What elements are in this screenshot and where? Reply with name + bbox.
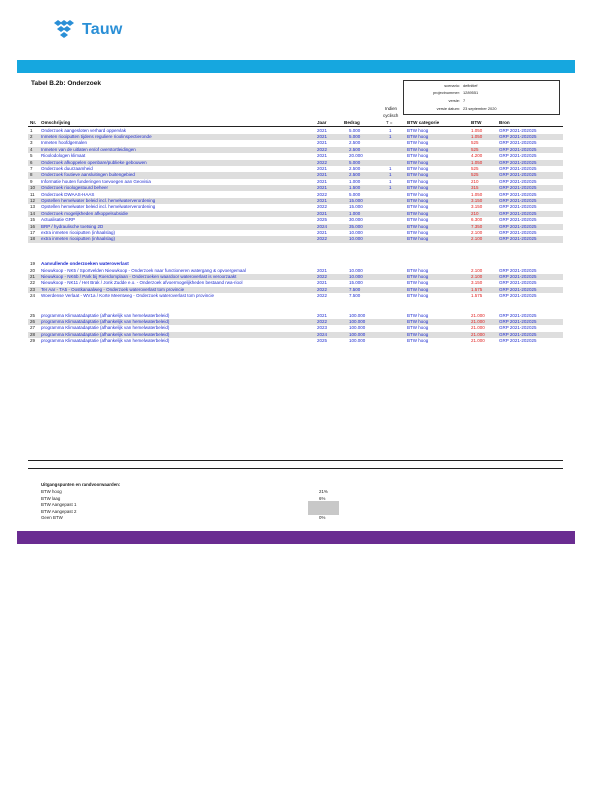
row-omschrijving: Nieuwkoop - NK6b / Park bij Roerdomplaan - Onderzoeken waardoor wateroverlast is veroorzaakt	[41, 273, 237, 279]
assumption-row	[41, 496, 341, 502]
row-bedrag: 15.000	[349, 204, 363, 210]
row-jaar: 2021	[317, 197, 328, 203]
document-info-box	[403, 80, 560, 115]
row-nr: 27	[30, 325, 36, 331]
footer-divider	[28, 460, 563, 461]
info-value: 1289551	[463, 90, 479, 95]
row-btw-categorie: BTW hoog	[407, 197, 429, 203]
row-nr: 20	[30, 267, 36, 273]
row-jaar: 2021	[317, 133, 328, 139]
row-btw: 525	[471, 140, 479, 146]
row-bron: GRP 2021-202025	[499, 338, 537, 344]
row-cyclisch: 1	[389, 127, 392, 133]
row-btw-categorie: BTW hoog	[407, 133, 429, 139]
row-omschrijving: Opstellen hemelwater beleid incl. hemelwaterverordening	[41, 204, 156, 210]
row-bedrag: 5.000	[349, 127, 361, 133]
row-btw: 210	[471, 210, 479, 216]
row-omschrijving: programma Klimaatadaptatie (afhankelijk van hemelwaterbeleid)	[41, 331, 170, 337]
info-label: projectnummer:	[432, 90, 460, 95]
row-nr: 5	[30, 153, 33, 159]
row-nr: 25	[30, 312, 36, 318]
row-bron: GRP 2021-202025	[499, 159, 537, 165]
header-jaar: Jaar	[317, 120, 327, 125]
row-nr: 24	[30, 293, 36, 299]
assumption-row	[41, 489, 341, 495]
row-bron: GRP 2021-202025	[499, 204, 537, 210]
row-btw: 21.000	[471, 331, 485, 337]
assumption-value: 0%	[319, 515, 326, 520]
row-btw-categorie: BTW hoog	[407, 280, 429, 286]
tauw-logo	[52, 20, 123, 40]
row-btw: 2.100	[471, 267, 483, 273]
assumption-row	[41, 502, 341, 508]
row-bron: GRP 2021-202025	[499, 133, 537, 139]
page-title: Tabel B.2b: Onderzoek	[31, 80, 101, 87]
row-bedrag: 2.500	[349, 165, 361, 171]
header-cyclisch-top: Indien	[385, 106, 397, 111]
row-omschrijving: Nieuwkoop - NK5 / Sportvelden Nieuwkoop - Onderzoek naar functioneren watergang & opvoergemaal	[41, 267, 246, 273]
assumption-row	[41, 515, 341, 521]
row-jaar: 2022	[317, 146, 328, 152]
row-nr: 4	[30, 146, 33, 152]
row-bron: GRP 2021-202025	[499, 178, 537, 184]
row-nr: 11	[30, 191, 35, 197]
row-bedrag: 20.000	[349, 153, 363, 159]
row-btw: 2.100	[471, 229, 483, 235]
row-btw: 2.100	[471, 236, 483, 242]
row-nr: 3	[30, 140, 33, 146]
row-bron: GRP 2021-202025	[499, 318, 537, 324]
row-nr: 16	[30, 223, 36, 229]
row-btw: 6.300	[471, 217, 483, 223]
row-jaar: 2021	[317, 229, 328, 235]
row-nr: 13	[30, 204, 36, 210]
row-btw-categorie: BTW hoog	[407, 159, 429, 165]
row-omschrijving: Inmeten van de uitlaten en/of overstortleidingen	[41, 146, 136, 152]
row-bedrag: 100.000	[349, 318, 366, 324]
row-btw-categorie: BTW hoog	[407, 273, 429, 279]
row-btw-categorie: BTW hoog	[407, 172, 429, 178]
assumption-label: BTW laag	[41, 495, 61, 501]
row-jaar: 2021	[317, 267, 328, 273]
info-row	[404, 90, 559, 96]
row-bron: GRP 2021-202025	[499, 185, 537, 191]
row-nr: 1	[30, 127, 33, 133]
header-bron: Bron	[499, 120, 510, 125]
row-jaar: 2021	[317, 178, 328, 184]
bottom-color-bar	[17, 531, 575, 544]
row-bedrag: 1.000	[349, 178, 361, 184]
row-omschrijving: programma Klimaatadaptatie (afhankelijk van hemelwaterbeleid)	[41, 318, 170, 324]
row-jaar: 2021	[317, 312, 328, 318]
row-bedrag: 10.000	[349, 229, 363, 235]
row-bedrag: 10.000	[349, 273, 363, 279]
row-btw: 1.050	[471, 133, 483, 139]
assumptions-title: Uitgangspunten en randvoorwaarden:	[41, 482, 121, 487]
row-omschrijving: extra inmeten riooiputten (inhaalslag)	[41, 236, 116, 242]
row-omschrijving: Onderzoek aangesloten verhard oppervlak	[41, 127, 127, 133]
row-nr: 10	[30, 185, 36, 191]
row-btw-categorie: BTW hoog	[407, 325, 429, 331]
row-bron: GRP 2021-202025	[499, 217, 537, 223]
row-omschrijving: programma Klimaatadaptatie (afhankelijk van hemelwaterbeleid)	[41, 312, 170, 318]
row-jaar: 2022	[317, 293, 328, 299]
header-btw-categorie: BTW categorie	[407, 120, 440, 125]
assumption-label: BTW Aangepast 2	[41, 508, 77, 514]
row-jaar: 2022	[317, 236, 328, 242]
row-bedrag: 5.000	[349, 133, 361, 139]
row-btw-categorie: BTW hoog	[407, 312, 429, 318]
row-btw-categorie: BTW hoog	[407, 127, 429, 133]
row-btw: 2.100	[471, 273, 483, 279]
row-nr: 26	[30, 318, 36, 324]
row-bron: GRP 2021-202025	[499, 325, 537, 331]
row-btw: 21.000	[471, 312, 485, 318]
row-jaar: 2024	[317, 223, 328, 229]
row-jaar: 2022	[317, 204, 328, 210]
input-placeholder-box	[308, 501, 339, 515]
assumption-label: Geen BTW	[41, 515, 63, 520]
info-value: 7	[463, 98, 466, 103]
info-row	[404, 83, 559, 89]
row-bedrag: 5.000	[349, 191, 361, 197]
row-cyclisch: 1	[389, 133, 392, 139]
row-jaar: 2022	[317, 318, 328, 324]
row-btw-categorie: BTW hoog	[407, 331, 429, 337]
section-nr: 19	[30, 261, 36, 266]
row-bedrag: 2.500	[349, 172, 361, 178]
info-label: versie:	[448, 98, 460, 103]
row-nr: 12	[30, 197, 36, 203]
row-omschrijving: BRP / hydraulische toetsing 2D	[41, 223, 104, 229]
row-nr: 29	[30, 338, 36, 344]
row-omschrijving: Opstellen hemelwater beleid incl. hemelwaterverordening	[41, 197, 156, 203]
row-btw-categorie: BTW hoog	[407, 217, 429, 223]
row-bedrag: 2.500	[349, 140, 361, 146]
top-color-bar	[17, 60, 575, 73]
row-bedrag: 30.000	[349, 217, 363, 223]
info-label: versie datum:	[436, 106, 460, 111]
row-btw: 1.050	[471, 159, 483, 165]
row-bron: GRP 2021-202025	[499, 312, 537, 318]
row-omschrijving: Onderzoek foutieve aansluitingen buitengebied	[41, 172, 135, 178]
row-jaar: 2021	[317, 140, 328, 146]
row-omschrijving: Onderzoek DWAAS-HAAS	[41, 191, 95, 197]
row-btw-categorie: BTW hoog	[407, 140, 429, 146]
row-bron: GRP 2021-202025	[499, 331, 537, 337]
header-nr: Nr.	[30, 120, 37, 125]
row-jaar: 2022	[317, 273, 328, 279]
row-btw: 1.050	[471, 127, 483, 133]
row-omschrijving: extra inmeten riooiputten (inhaalslag)	[41, 229, 116, 235]
row-btw: 3.150	[471, 197, 483, 203]
row-bron: GRP 2021-202025	[499, 146, 537, 152]
row-bron: GRP 2021-202025	[499, 280, 537, 286]
row-bron: GRP 2021-202025	[499, 197, 537, 203]
row-nr: 7	[30, 165, 33, 171]
row-omschrijving: Onderzoek duurzaamheid	[41, 165, 93, 171]
info-value: definitief	[463, 83, 478, 88]
row-jaar: 2022	[317, 286, 328, 292]
header-btw: BTW	[471, 120, 482, 125]
row-bron: GRP 2021-202025	[499, 172, 537, 178]
row-btw-categorie: BTW hoog	[407, 153, 429, 159]
info-row	[404, 98, 559, 104]
header-cyclisch-mid: cyclisch	[383, 113, 399, 118]
row-btw: 1.575	[471, 293, 483, 299]
row-nr: 18	[30, 236, 36, 242]
row-btw: 21.000	[471, 318, 485, 324]
row-btw-categorie: BTW hoog	[407, 146, 429, 152]
row-btw-categorie: BTW hoog	[407, 165, 429, 171]
row-bedrag: 7.500	[349, 293, 361, 299]
row-bron: GRP 2021-202025	[499, 267, 537, 273]
row-omschrijving: Informatie houten funderingen toevoegen aan Geovisia	[41, 178, 151, 184]
row-nr: 23	[30, 286, 36, 292]
header-cyclisch-bottom: T =	[386, 120, 393, 125]
row-btw: 7.350	[471, 223, 483, 229]
row-jaar: 2022	[317, 191, 328, 197]
row-jaar: 2021	[317, 185, 328, 191]
row-bedrag: 35.000	[349, 223, 363, 229]
row-nr: 8	[30, 172, 33, 178]
row-bedrag: 15.000	[349, 197, 363, 203]
row-jaar: 2021	[317, 165, 328, 171]
row-omschrijving: Inmeten riooiputten tijdens reguliere rioolinspectieronde	[41, 133, 152, 139]
row-btw: 525	[471, 165, 479, 171]
row-jaar: 2021	[317, 153, 328, 159]
row-btw-categorie: BTW hoog	[407, 267, 429, 273]
row-bedrag: 1.500	[349, 185, 361, 191]
assumption-label: BTW Aangepast 1	[41, 502, 77, 507]
table-row	[28, 293, 563, 299]
brand-name: Tauw	[82, 21, 123, 38]
row-bedrag: 100.000	[349, 338, 366, 344]
header-bedrag: Bedrag	[344, 120, 360, 125]
row-btw-categorie: BTW hoog	[407, 210, 429, 216]
row-cyclisch: 1	[389, 165, 392, 171]
row-jaar: 2025	[317, 217, 328, 223]
row-btw: 525	[471, 146, 479, 152]
table-row	[28, 338, 563, 344]
row-btw-categorie: BTW hoog	[407, 286, 429, 292]
row-bedrag: 10.000	[349, 236, 363, 242]
assumption-row	[41, 509, 341, 515]
row-btw-categorie: BTW hoog	[407, 338, 429, 344]
row-jaar: 2024	[317, 331, 328, 337]
row-omschrijving: Ter Aar - TA5 - Oostkanaalweg - Onderzoek wateroverlast tom provincie	[41, 286, 185, 292]
row-btw: 210	[471, 178, 479, 184]
row-nr: 6	[30, 159, 33, 165]
row-bron: GRP 2021-202025	[499, 165, 537, 171]
row-jaar: 2023	[317, 325, 328, 331]
row-cyclisch: 1	[389, 172, 392, 178]
row-jaar: 2021	[317, 210, 328, 216]
row-omschrijving: Onderzoek rioologestuurd beheer	[41, 185, 109, 191]
row-jaar: 2021	[317, 127, 328, 133]
info-label: scenario:	[444, 83, 460, 88]
info-row	[404, 106, 559, 112]
row-jaar: 2022	[317, 159, 328, 165]
row-omschrijving: Nieuwkoop - NK11 / Het Brak / Jonk Zudde e.o. - Onderzoek afvoermogelijkheden bestaand rwa-riool	[41, 280, 243, 286]
row-nr: 2	[30, 133, 33, 139]
row-omschrijving: Actualisatie GRP	[41, 217, 76, 223]
row-omschrijving: Inmeten hoofdgemalen	[41, 140, 88, 146]
row-nr: 15	[30, 217, 36, 223]
row-btw: 3.150	[471, 280, 483, 286]
table-row	[28, 236, 563, 242]
row-btw: 4.200	[471, 153, 483, 159]
row-bedrag: 1.000	[349, 210, 361, 216]
row-jaar: 2025	[317, 338, 328, 344]
row-btw-categorie: BTW hoog	[407, 318, 429, 324]
row-bron: GRP 2021-202025	[499, 229, 537, 235]
section-title: Aanvullende onderzoeken wateroverlast	[41, 261, 129, 266]
row-bron: GRP 2021-202025	[499, 223, 537, 229]
row-bedrag: 5.000	[349, 159, 361, 165]
row-omschrijving: Onderzoek afkoppelen openbare/publieke gebouwen	[41, 159, 147, 165]
row-omschrijving: Woerdense Verlaat - WV1a / Korte Meentweg - Onderzoek wateroverlast tom provincie	[41, 293, 214, 299]
row-nr: 21	[30, 273, 36, 279]
row-btw: 525	[471, 172, 479, 178]
row-bedrag: 7.500	[349, 286, 361, 292]
row-nr: 22	[30, 280, 36, 286]
row-bron: GRP 2021-202025	[499, 236, 537, 242]
row-btw: 1.050	[471, 191, 483, 197]
row-omschrijving: programma Klimaatadaptatie (afhankelijk van hemelwaterbeleid)	[41, 338, 170, 344]
assumption-value: 21%	[319, 489, 328, 494]
row-btw-categorie: BTW hoog	[407, 185, 429, 191]
row-btw-categorie: BTW hoog	[407, 204, 429, 210]
row-btw: 315	[471, 185, 479, 191]
row-cyclisch: 1	[389, 178, 392, 184]
row-bedrag: 10.000	[349, 267, 363, 273]
row-bron: GRP 2021-202025	[499, 210, 537, 216]
header-omschrijving: Omschrijving	[41, 120, 71, 125]
row-nr: 28	[30, 331, 36, 337]
info-value: 23 september 2020	[463, 106, 497, 111]
row-btw-categorie: BTW hoog	[407, 236, 429, 242]
row-bedrag: 100.000	[349, 331, 366, 337]
row-bron: GRP 2021-202025	[499, 140, 537, 146]
row-bedrag: 100.000	[349, 325, 366, 331]
footer-divider	[28, 468, 563, 469]
row-jaar: 2021	[317, 172, 328, 178]
tauw-logo-icon	[52, 20, 76, 40]
row-bedrag: 15.000	[349, 280, 363, 286]
row-bron: GRP 2021-202025	[499, 127, 537, 133]
row-btw: 21.000	[471, 325, 485, 331]
row-omschrijving: Rioolodologen klimaat	[41, 153, 86, 159]
row-nr: 17	[30, 229, 36, 235]
row-btw: 1.575	[471, 286, 483, 292]
row-omschrijving: programma Klimaatadaptatie (afhankelijk van hemelwaterbeleid)	[41, 325, 170, 331]
row-btw-categorie: BTW hoog	[407, 178, 429, 184]
row-bron: GRP 2021-202025	[499, 191, 537, 197]
row-bedrag: 100.000	[349, 312, 366, 318]
row-bedrag: 2.500	[349, 146, 361, 152]
row-btw: 21.000	[471, 338, 485, 344]
row-bron: GRP 2021-202025	[499, 286, 537, 292]
row-nr: 14	[30, 210, 36, 216]
row-bron: GRP 2021-202025	[499, 273, 537, 279]
row-btw-categorie: BTW hoog	[407, 223, 429, 229]
row-cyclisch: 1	[389, 185, 392, 191]
row-btw-categorie: BTW hoog	[407, 229, 429, 235]
assumption-label: BTW hoog	[41, 489, 62, 494]
row-omschrijving: Onderzoek mogelijkheden afkoppelsubsidie	[41, 210, 129, 216]
row-jaar: 2021	[317, 280, 328, 286]
row-btw-categorie: BTW hoog	[407, 191, 429, 197]
row-btw: 3.150	[471, 204, 483, 210]
row-bron: GRP 2021-202025	[499, 153, 537, 159]
assumption-value: 6%	[319, 495, 326, 501]
row-nr: 9	[30, 178, 33, 184]
row-bron: GRP 2021-202025	[499, 293, 537, 299]
row-btw-categorie: BTW hoog	[407, 293, 429, 299]
